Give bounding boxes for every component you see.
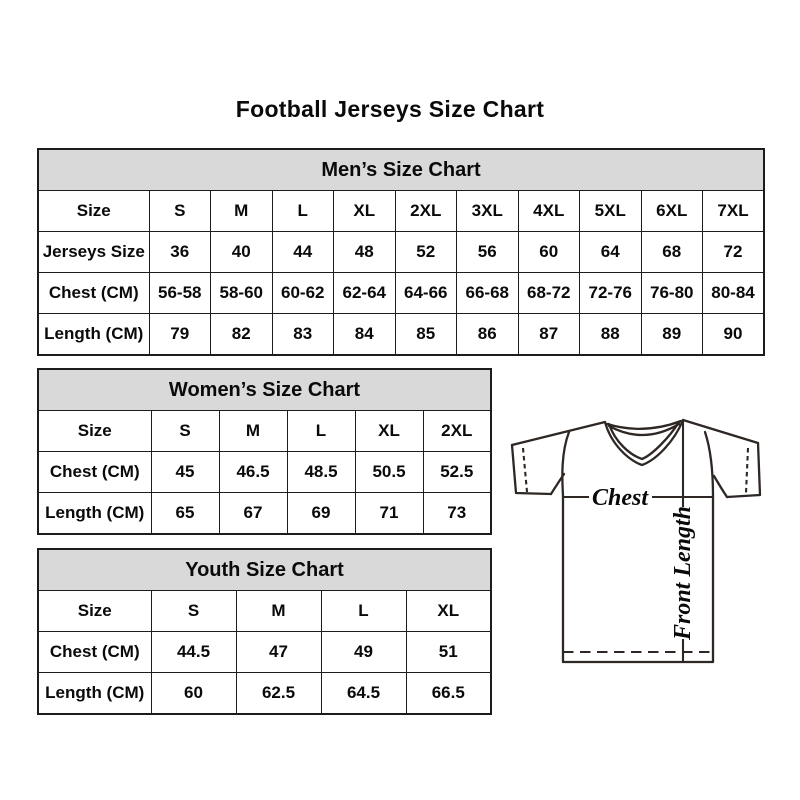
chest-label: Chest bbox=[591, 485, 649, 511]
table-cell: 52 bbox=[395, 232, 457, 273]
table-title-row bbox=[38, 549, 491, 591]
row-label: Chest (CM) bbox=[38, 273, 149, 314]
table-cell: 64 bbox=[580, 232, 642, 273]
womens-size-chart-table bbox=[37, 368, 492, 535]
table-row bbox=[38, 493, 491, 535]
table-row bbox=[38, 411, 491, 452]
row-label: Jerseys Size bbox=[38, 232, 149, 273]
table-cell: 60 bbox=[518, 232, 580, 273]
table-cell: M bbox=[236, 591, 321, 632]
table-row bbox=[38, 673, 491, 715]
row-label: Length (CM) bbox=[38, 673, 151, 715]
row-label: Chest (CM) bbox=[38, 452, 151, 493]
table-cell: XL bbox=[355, 411, 423, 452]
row-label: Size bbox=[38, 191, 149, 232]
table-cell: L bbox=[321, 591, 406, 632]
table-cell: 6XL bbox=[641, 191, 703, 232]
table-title: Men’s Size Chart bbox=[38, 149, 764, 191]
table-cell: 76-80 bbox=[641, 273, 703, 314]
table-cell: 68 bbox=[641, 232, 703, 273]
table-cell: 72 bbox=[703, 232, 765, 273]
table-cell: 66.5 bbox=[406, 673, 491, 715]
table-row bbox=[38, 452, 491, 493]
table-cell: 5XL bbox=[580, 191, 642, 232]
row-label: Size bbox=[38, 411, 151, 452]
table-cell: 47 bbox=[236, 632, 321, 673]
front-length-label: Front Length bbox=[670, 505, 696, 641]
table-cell: 60-62 bbox=[272, 273, 334, 314]
table-cell: 71 bbox=[355, 493, 423, 535]
table-cell: 60 bbox=[151, 673, 236, 715]
table-cell: 90 bbox=[703, 314, 765, 356]
table-cell: L bbox=[272, 191, 334, 232]
table-cell: 40 bbox=[211, 232, 273, 273]
row-label: Size bbox=[38, 591, 151, 632]
table-row bbox=[38, 314, 764, 356]
table-cell: 2XL bbox=[423, 411, 491, 452]
table-cell: 67 bbox=[219, 493, 287, 535]
page-title: Football Jerseys Size Chart bbox=[235, 96, 545, 122]
table-row bbox=[38, 273, 764, 314]
table-row bbox=[38, 591, 491, 632]
table-cell: 58-60 bbox=[211, 273, 273, 314]
row-label: Chest (CM) bbox=[38, 632, 151, 673]
table-cell: 4XL bbox=[518, 191, 580, 232]
table-cell: 72-76 bbox=[580, 273, 642, 314]
table-cell: 62-64 bbox=[334, 273, 396, 314]
table-cell: 87 bbox=[518, 314, 580, 356]
table-title: Women’s Size Chart bbox=[38, 369, 491, 411]
table-cell: 64-66 bbox=[395, 273, 457, 314]
table-cell: 69 bbox=[287, 493, 355, 535]
table-cell: M bbox=[219, 411, 287, 452]
table-cell: 66-68 bbox=[457, 273, 519, 314]
table-cell: 82 bbox=[211, 314, 273, 356]
table-cell: M bbox=[211, 191, 273, 232]
table-cell: 44.5 bbox=[151, 632, 236, 673]
table-title-row bbox=[38, 369, 491, 411]
mens-size-chart-table bbox=[37, 148, 765, 356]
youth-size-chart-table bbox=[37, 548, 492, 715]
table-cell: 62.5 bbox=[236, 673, 321, 715]
table-cell: 89 bbox=[641, 314, 703, 356]
table-cell: 64.5 bbox=[321, 673, 406, 715]
table-cell: 7XL bbox=[703, 191, 765, 232]
table-cell: 48.5 bbox=[287, 452, 355, 493]
table-cell: S bbox=[149, 191, 211, 232]
table-cell: 36 bbox=[149, 232, 211, 273]
table-row bbox=[38, 191, 764, 232]
row-label: Length (CM) bbox=[38, 493, 151, 535]
table-cell: 65 bbox=[151, 493, 219, 535]
table-cell: 86 bbox=[457, 314, 519, 356]
table-cell: 45 bbox=[151, 452, 219, 493]
table-cell: 52.5 bbox=[423, 452, 491, 493]
table-title: Youth Size Chart bbox=[38, 549, 491, 591]
table-cell: 84 bbox=[334, 314, 396, 356]
table-cell: 46.5 bbox=[219, 452, 287, 493]
table-cell: 2XL bbox=[395, 191, 457, 232]
table-cell: 50.5 bbox=[355, 452, 423, 493]
table-cell: 88 bbox=[580, 314, 642, 356]
jersey-measurement-diagram bbox=[505, 408, 775, 678]
table-cell: 49 bbox=[321, 632, 406, 673]
table-cell: 68-72 bbox=[518, 273, 580, 314]
table-cell: S bbox=[151, 411, 219, 452]
jersey-outline-icon bbox=[512, 420, 760, 662]
table-cell: 44 bbox=[272, 232, 334, 273]
table-cell: L bbox=[287, 411, 355, 452]
table-row bbox=[38, 232, 764, 273]
table-cell: S bbox=[151, 591, 236, 632]
table-cell: 73 bbox=[423, 493, 491, 535]
table-cell: 48 bbox=[334, 232, 396, 273]
table-cell: 80-84 bbox=[703, 273, 765, 314]
table-cell: XL bbox=[334, 191, 396, 232]
table-cell: XL bbox=[406, 591, 491, 632]
table-cell: 83 bbox=[272, 314, 334, 356]
row-label: Length (CM) bbox=[38, 314, 149, 356]
table-cell: 56 bbox=[457, 232, 519, 273]
table-cell: 51 bbox=[406, 632, 491, 673]
table-cell: 3XL bbox=[457, 191, 519, 232]
table-cell: 56-58 bbox=[149, 273, 211, 314]
table-cell: 79 bbox=[149, 314, 211, 356]
table-title-row bbox=[38, 149, 764, 191]
table-cell: 85 bbox=[395, 314, 457, 356]
table-row bbox=[38, 632, 491, 673]
